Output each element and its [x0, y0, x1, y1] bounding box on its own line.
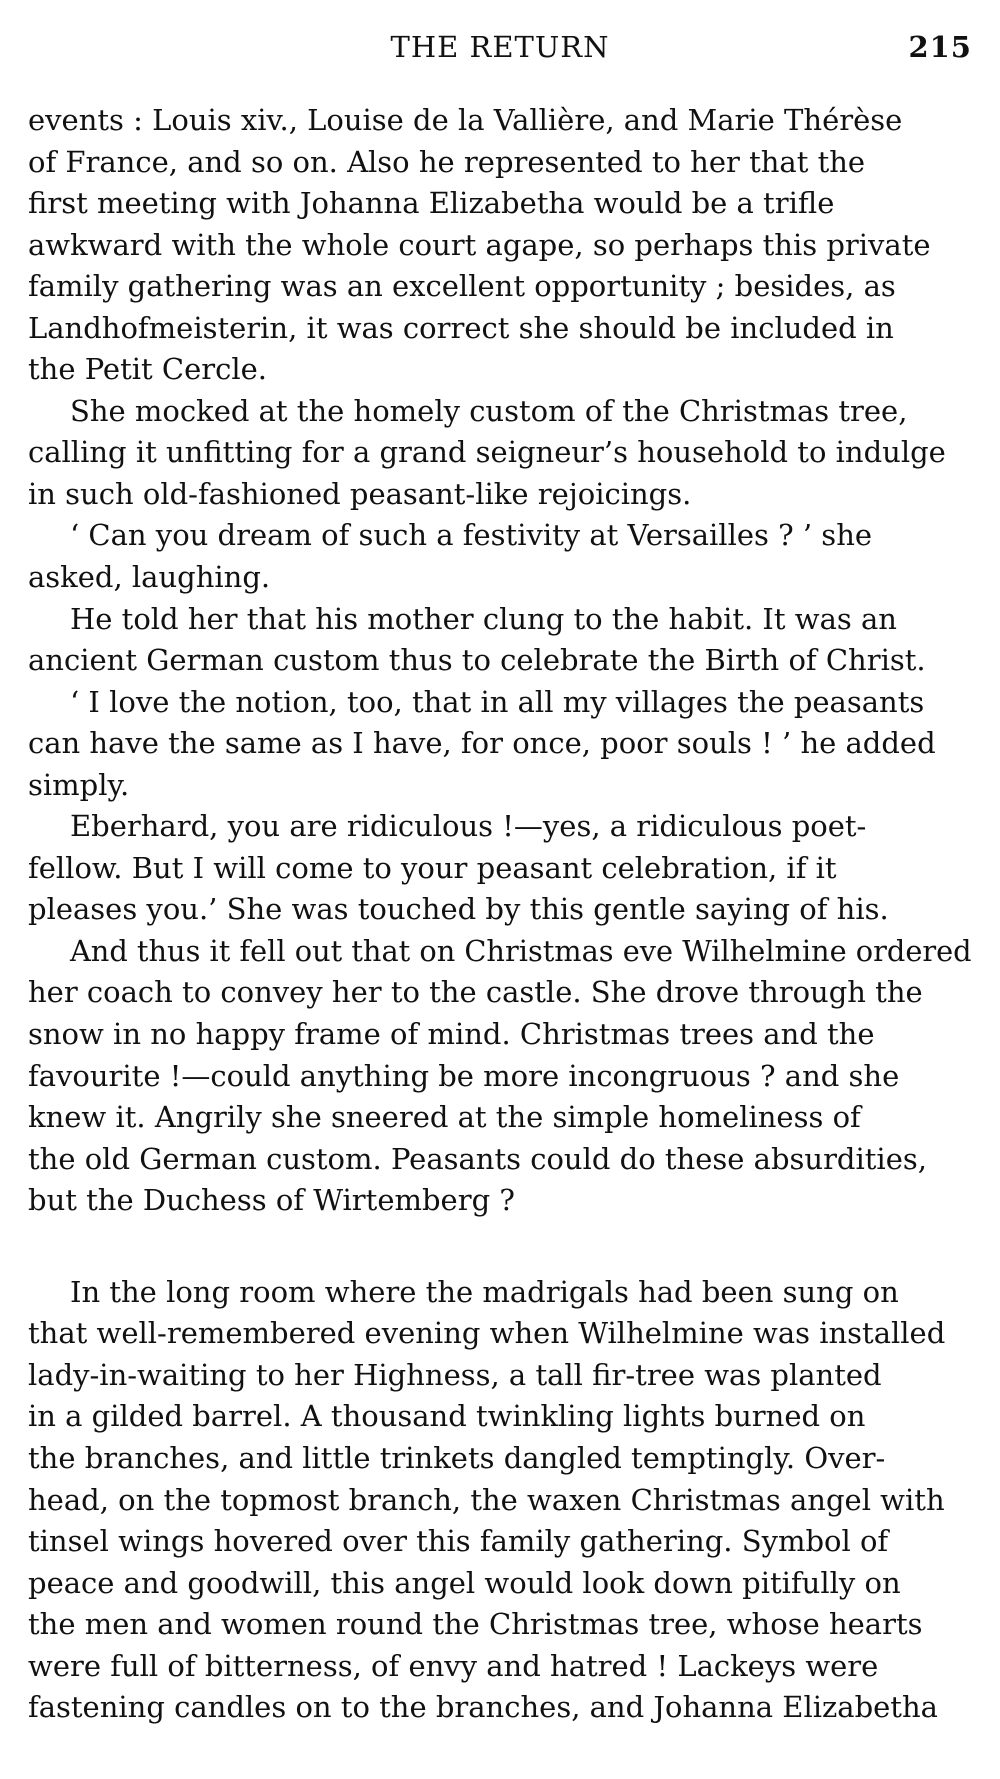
text-line: ancient German custom thus to celebrate the Birth of Christ.: [28, 643, 926, 678]
text-line: of France, and so on. Also he represented to her that the: [28, 144, 866, 179]
text-line: but the Duchess of Wirtemberg ?: [28, 1183, 515, 1218]
paragraph: [28, 1272, 972, 1729]
text-line: asked, laughing.: [28, 560, 271, 595]
page-number: 215: [908, 30, 972, 64]
text-line: knew it. Angrily she sneered at the simple homeliness of: [28, 1100, 861, 1135]
text-line: Eberhard, you are ridiculous !—yes, a ridiculous poet-: [70, 809, 867, 844]
text-line: were full of bitterness, of envy and hatred ! Lackeys were: [28, 1648, 879, 1683]
text-line: awkward with the whole court agape, so perhaps this private: [28, 227, 931, 262]
text-line: snow in no happy frame of mind. Christmas trees and the: [28, 1017, 875, 1052]
text-line: simply.: [28, 767, 130, 802]
paragraph: [28, 100, 972, 391]
text-line: events : Louis xiv., Louise de la Vallière, and Marie Thérèse: [28, 103, 903, 137]
text-line: first meeting with Johanna Elizabetha would be a trifle: [28, 186, 835, 221]
text-line: tinsel wings hovered over this family gathering. Symbol of: [28, 1524, 889, 1559]
text-line: In the long room where the madrigals had been sung on: [70, 1274, 899, 1309]
text-line: peace and goodwill, this angel would look down pitifully on: [28, 1565, 901, 1600]
text-line: ‘ I love the notion, too, that in all my villages the peasants: [70, 684, 925, 719]
text-line: family gathering was an excellent opportunity ; besides, as: [28, 269, 896, 304]
text-line: in such old-fashioned peasant-like rejoicings.: [28, 476, 692, 511]
paragraph: [28, 682, 972, 807]
text-line: that well-remembered evening when Wilhelmine was installed: [28, 1316, 946, 1351]
text-line: in a gilded barrel. A thousand twinkling lights burned on: [28, 1399, 866, 1434]
text-line: head, on the topmost branch, the waxen Christmas angel with: [28, 1482, 945, 1517]
text-line: fellow. But I will come to your peasant celebration, if it: [28, 850, 837, 885]
text-line: the old German custom. Peasants could do these absurdities,: [28, 1141, 927, 1176]
text-line: her coach to convey her to the castle. She drove through the: [28, 975, 923, 1010]
text-line: the men and women round the Christmas tree, whose hearts: [28, 1607, 923, 1642]
text-line: the branches, and little trinkets dangled temptingly. Over-: [28, 1440, 886, 1475]
text-line: Landhofmeisterin, it was correct she should be included in: [28, 310, 894, 345]
text-line: calling it unfitting for a grand seigneur’s household to indulge: [28, 435, 946, 470]
body-text: [28, 100, 972, 1729]
paragraph: [28, 515, 972, 598]
paragraph: [28, 599, 972, 682]
paragraph: [28, 806, 972, 931]
text-line: fastening candles on to the branches, and Johanna Elizabetha: [28, 1690, 938, 1725]
text-line: lady-in-waiting to her Highness, a tall fir-tree was planted: [28, 1357, 882, 1392]
text-line: favourite !—could anything be more incongruous ? and she: [28, 1058, 900, 1093]
section-break: [28, 1222, 972, 1272]
running-title: THE RETURN: [390, 30, 610, 64]
text-line: And thus it fell out that on Christmas eve Wilhelmine ordered: [70, 933, 972, 968]
text-line: He told her that his mother clung to the habit. It was an: [70, 601, 897, 636]
text-line: ‘ Can you dream of such a festivity at Versailles ? ’ she: [70, 518, 873, 553]
text-line: pleases you.’ She was touched by this gentle saying of his.: [28, 892, 889, 927]
text-line: She mocked at the homely custom of the Christmas tree,: [70, 393, 908, 428]
text-line: the Petit Cercle.: [28, 352, 267, 387]
paragraph: [28, 931, 972, 1222]
running-head: [28, 30, 972, 74]
text-line: can have the same as I have, for once, poor souls ! ’ he added: [28, 726, 936, 761]
paragraph: [28, 391, 972, 516]
